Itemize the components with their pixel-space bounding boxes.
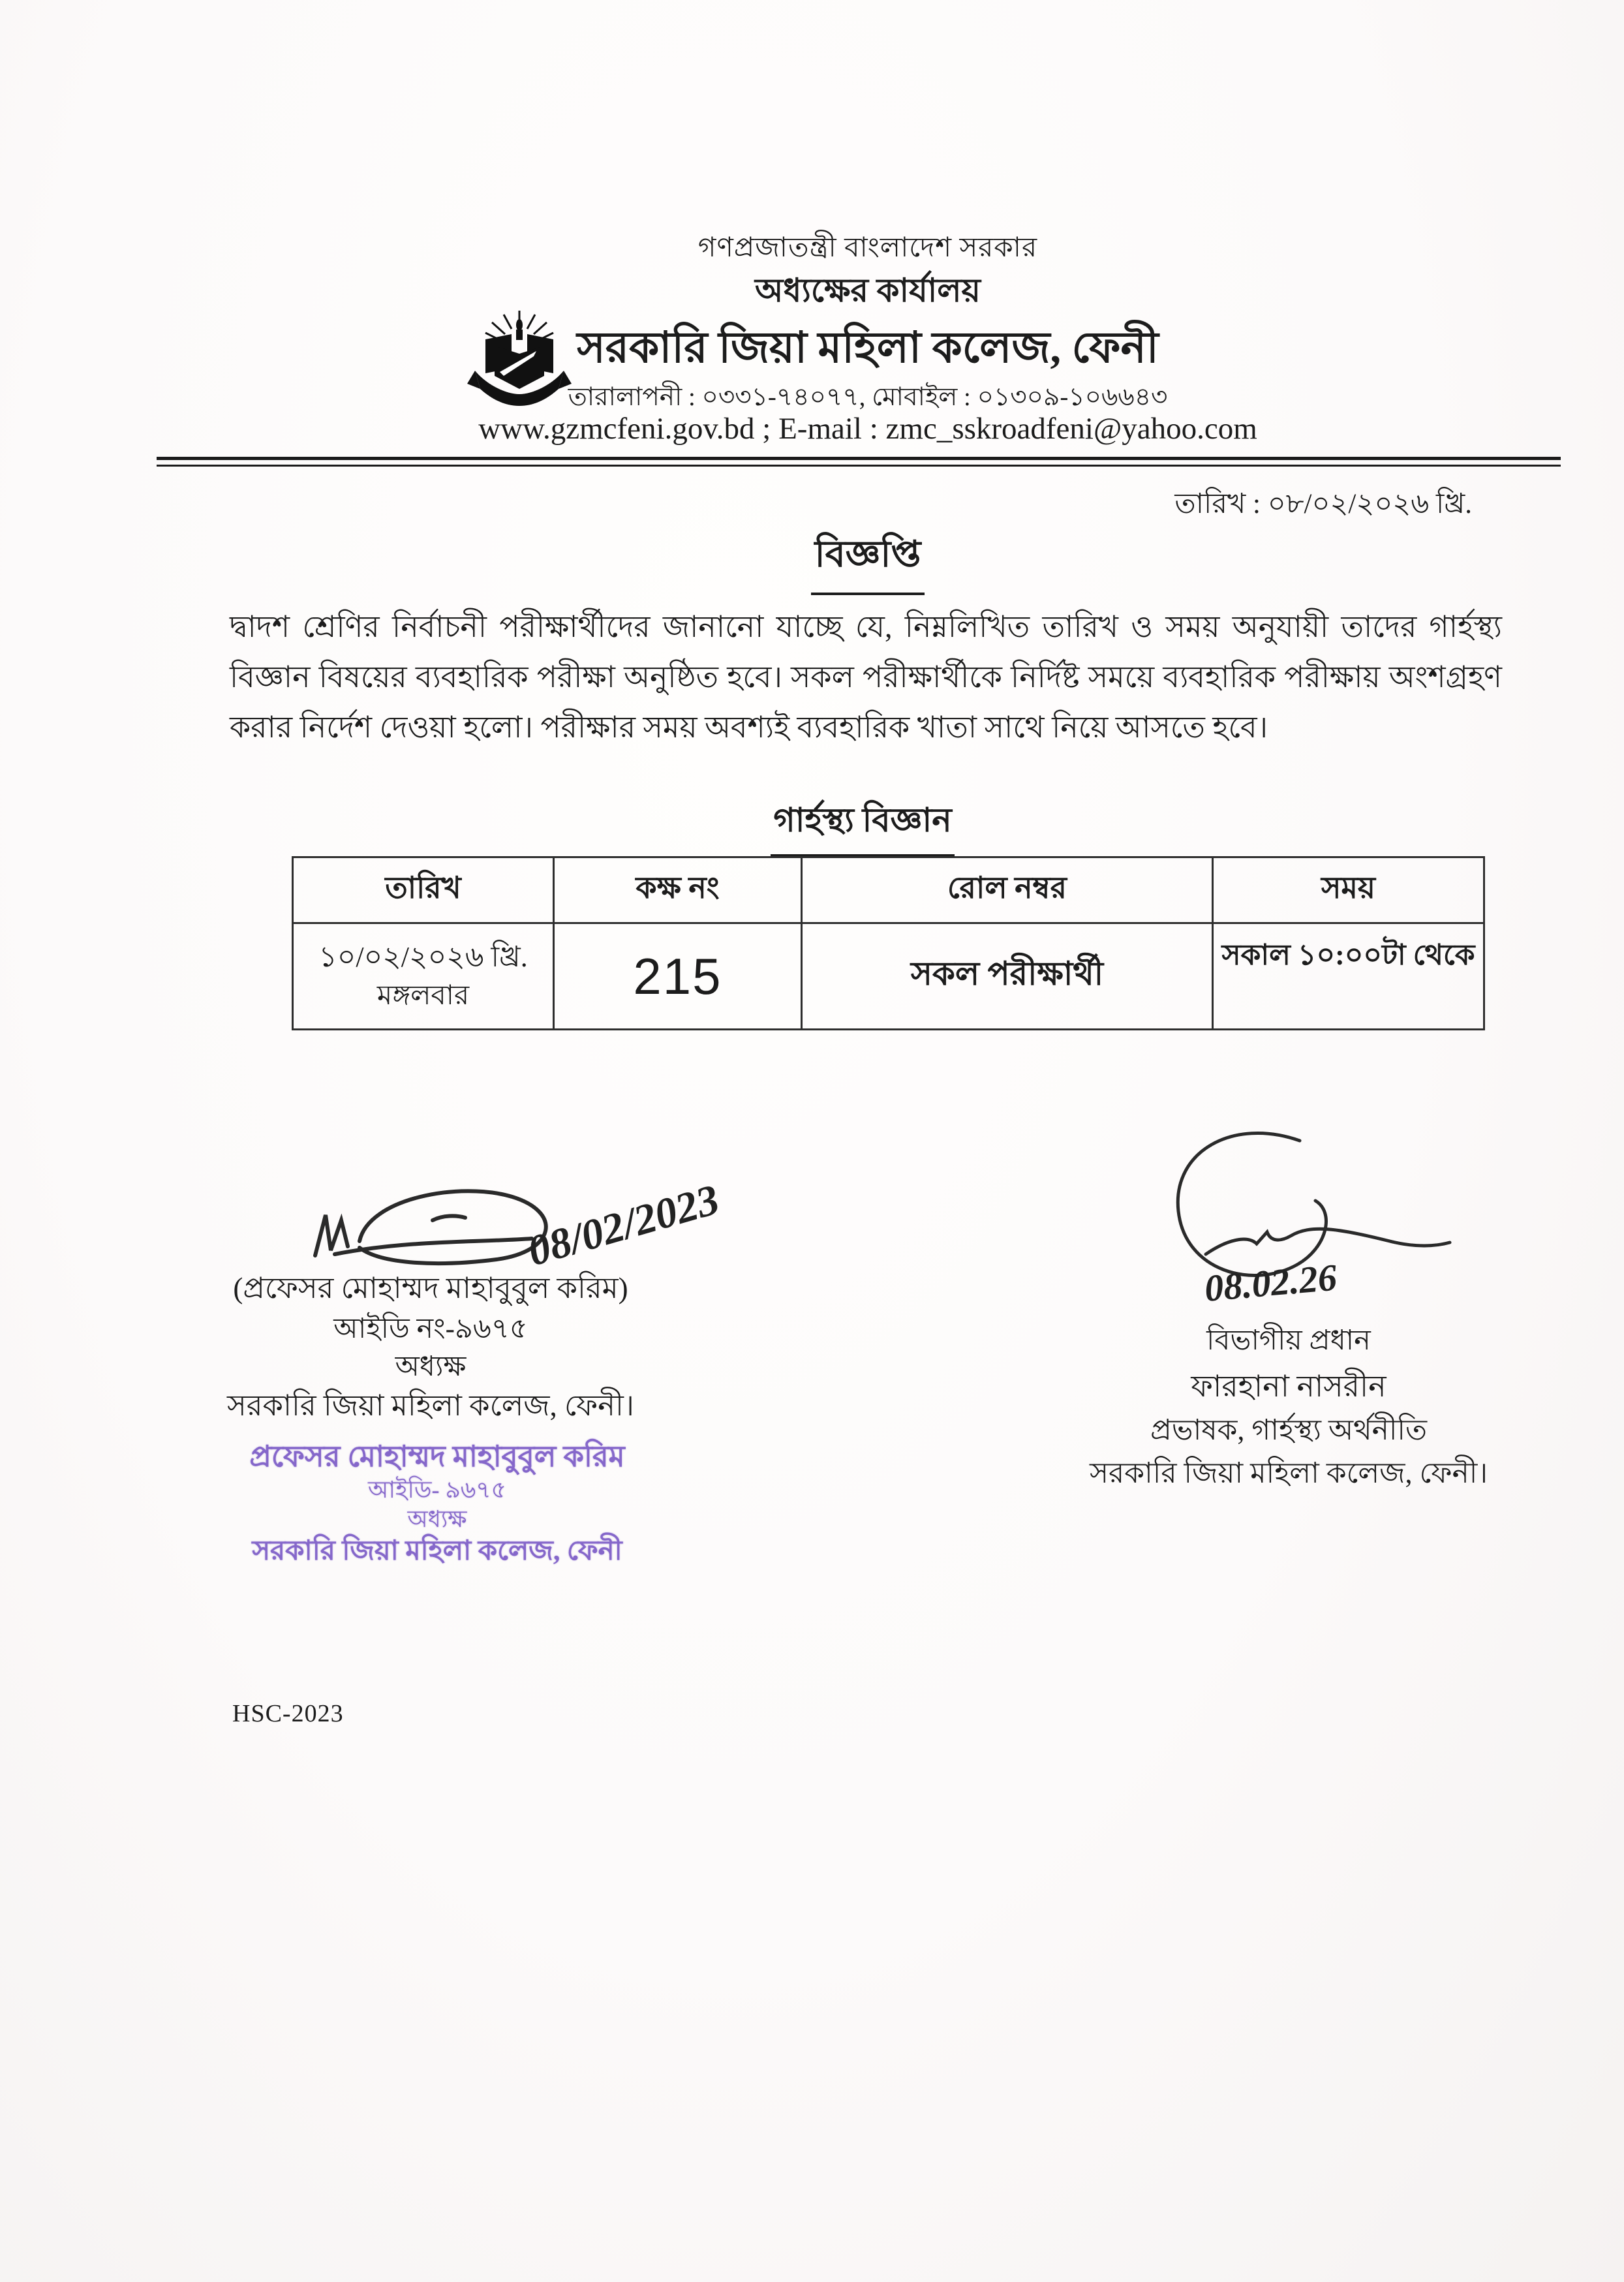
room-number: 215 (633, 947, 722, 1005)
subject-title: গার্হস্থ্য বিজ্ঞান (771, 795, 954, 857)
issue-date: তারিখ : ০৮/০২/২০২৬ খ্রি. (1174, 489, 1472, 519)
government-line: গণপ্রজাতন্ত্রী বাংলাদেশ সরকার (697, 233, 1038, 263)
cell-time: সকাল ১০:০০টা থেকে (1213, 923, 1484, 1030)
principal-id: আইডি নং-৯৬৭৫ (333, 1314, 528, 1344)
notice-title: বিজ্ঞপ্তি (811, 526, 925, 595)
dept-head-institution: সরকারি জিয়া মহিলা কলেজ, ফেনী। (1089, 1457, 1488, 1489)
website-email-line: www.gzmcfeni.gov.bd ; E-mail : zmc_sskroadfeni@yahoo.com (478, 412, 1257, 446)
principal-stamp (183, 1438, 692, 1569)
roll-value: সকল পরীক্ষার্থী (910, 955, 1104, 992)
stamp-id: আইডি- ৯৬৭৫ (367, 1477, 507, 1503)
header-time: সময় (1213, 857, 1484, 923)
cell-roll (802, 923, 1213, 1030)
table-header-row (293, 857, 1484, 923)
dept-head-name: ফারহানা নাসরীন (1191, 1370, 1387, 1403)
cell-room (554, 923, 802, 1030)
table-data-row (293, 923, 1484, 1030)
stamp-name: প্রফেসর মোহাম্মদ মাহাবুবুল করিম (249, 1440, 625, 1473)
footer-reference: HSC-2023 (232, 1700, 344, 1727)
table-title-row (292, 795, 1433, 857)
exam-day: মঙ্গলবার (376, 981, 470, 1011)
header-room: কক্ষ নং (554, 857, 802, 923)
dept-head-handwritten-date: 08.02.26 (1203, 1256, 1339, 1310)
principal-handwritten-date: 08/02/2023 (523, 1175, 725, 1276)
cell-date (293, 923, 554, 1030)
principal-designation: অধ্যক্ষ (395, 1351, 467, 1382)
header-roll: রোল নম্বর (802, 857, 1213, 923)
header-date: তারিখ (293, 857, 554, 923)
stamp-designation: অধ্যক্ষ (407, 1506, 467, 1532)
dept-head-role: বিভাগীয় প্রধান (1206, 1325, 1371, 1356)
phone-line: তারালাপনী : ০৩৩১-৭৪০৭৭, মোবাইল : ০১৩০৯-১০৬৬৪৩ (568, 383, 1168, 411)
principal-institution: সরকারি জিয়া মহিলা কলেজ, ফেনী। (227, 1389, 634, 1422)
dept-head-signature (1129, 1113, 1494, 1316)
letterhead-divider (157, 457, 1561, 467)
office-line: অধ্যক্ষের কার্যালয় (755, 272, 981, 309)
notice-body: দ্বাদশ শ্রেণির নির্বাচনী পরীক্ষার্থীদের জানানো যাচ্ছে যে, নিম্নলিখিত তারিখ ও সময় অনুযায়ী তাদের গার্হস্থ্য বিজ্ঞান বিষয়ের ব্যবহারিক পরীক্ষা অনুষ্ঠিত হবে। সকল পরীক্ষার্থীকে নির্দিষ্ট সময়ে ব্যবহারিক পরীক্ষায় অংশগ্রহণ করার নির্দেশ দেওয়া হলো। পরীক্ষার সময় অবশ্যই ব্যবহারিক খাতা সাথে নিয়ে আসতে হবে। (230, 610, 1502, 744)
exam-schedule-table (292, 856, 1485, 1030)
exam-date: ১০/০২/২০২৬ খ্রি. (318, 941, 528, 973)
college-name: সরকারি জিয়া মহিলা কলেজ, ফেনী (577, 324, 1159, 372)
principal-name: (প্রফেসর মোহাম্মদ মাহাবুবুল করিম) (233, 1272, 628, 1304)
college-emblem-logo (461, 308, 578, 414)
stamp-institution: সরকারি জিয়া মহিলা কলেজ, ফেনী (252, 1536, 622, 1566)
dept-head-designation: প্রভাষক, গার্হস্থ্য অর্থনীতি (1150, 1414, 1428, 1446)
notice-title-row (183, 526, 1553, 595)
